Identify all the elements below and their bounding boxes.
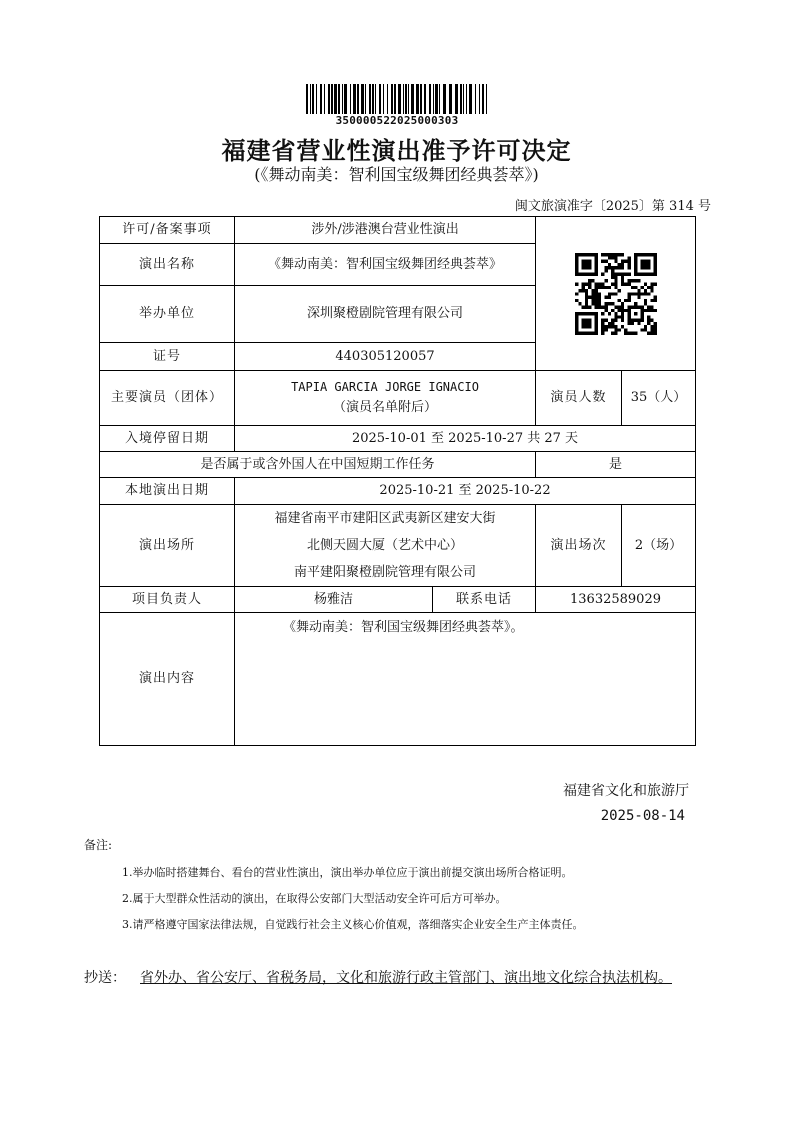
entry-date-label: 入境停留日期 (100, 426, 235, 452)
venue-value (235, 505, 536, 587)
venue-label: 演出场所 (100, 505, 235, 587)
performer-count-value: 35（人） (622, 371, 696, 426)
sessions-value: 2（场） (622, 505, 696, 587)
local-date-label: 本地演出日期 (100, 478, 235, 505)
permit-table (99, 216, 696, 746)
performer-note: （演员名单附后） (333, 400, 438, 416)
foreign-worker-label: 是否属于或含外国人在中国短期工作任务 (100, 452, 536, 478)
copy-label: 抄送： (84, 970, 126, 986)
qr-code-cell (536, 217, 696, 371)
cert-label: 证号 (100, 343, 235, 371)
issue-date: 2025-08-14 (600, 808, 685, 824)
content-value (235, 613, 696, 746)
venue-line-1: 福建省南平市建阳区武夷新区建安大街 (274, 511, 496, 526)
barcode-number: 350000522025000303 (335, 114, 459, 127)
performer-name: TAPIA GARCIA JORGE IGNACIO (291, 380, 479, 395)
page-title: 福建省营业性演出准予许可决定 (221, 137, 572, 165)
sessions-label: 演出场次 (536, 505, 622, 587)
item-label: 许可/备案事项 (100, 217, 235, 244)
copy-to (84, 966, 714, 990)
cert-value: 440305120057 (235, 343, 536, 371)
organizer-label: 举办单位 (100, 286, 235, 343)
note-1: 1.举办临时搭建舞台、看台的营业性演出，演出举办单位应于演出前提交演出场所合格证明。 (122, 866, 573, 879)
show-name-value: 《舞动南美：智利国宝级舞团经典荟萃》 (235, 244, 536, 286)
performer-value (235, 371, 536, 426)
qr-code-icon (575, 253, 657, 335)
performer-count-label: 演员人数 (536, 371, 622, 426)
note-3: 3.请严格遵守国家法律法规，自觉践行社会主义核心价值观，落细落实企业安全生产主体责任。 (122, 918, 584, 931)
performer-label: 主要演员（团体） (100, 371, 235, 426)
document-number: 闽文旅演准字〔2025〕第 314 号 (514, 199, 711, 214)
phone-label: 联系电话 (433, 587, 536, 613)
note-2: 2.属于大型群众性活动的演出，在取得公安部门大型活动安全许可后方可举办。 (122, 892, 507, 905)
local-date-value: 2025-10-21 至 2025-10-22 (235, 478, 696, 505)
notes-title: 备注: (84, 838, 113, 852)
venue-line-3: 南平建阳聚橙剧院管理有限公司 (294, 565, 477, 580)
show-name-label: 演出名称 (100, 244, 235, 286)
foreign-worker-value: 是 (536, 452, 696, 478)
content-label: 演出内容 (100, 613, 235, 746)
content-text: 《舞动南美：智利国宝级舞团经典荟萃》。 (283, 620, 524, 635)
venue-line-2: 北侧天圆大厦（艺术中心） (307, 538, 464, 553)
issuer: 福建省文化和旅游厅 (563, 783, 689, 799)
item-value: 涉外/涉港澳台营业性演出 (235, 217, 536, 244)
phone-value: 13632589029 (536, 587, 696, 613)
manager-label: 项目负责人 (100, 587, 235, 613)
barcode (306, 84, 489, 114)
copy-recipients: 省外办、省公安厅、省税务局，文化和旅游行政主管部门、演出地文化综合执法机构。 (140, 970, 672, 986)
organizer-value: 深圳聚橙剧院管理有限公司 (235, 286, 536, 343)
entry-date-value: 2025-10-01 至 2025-10-27 共 27 天 (235, 426, 696, 452)
page-subtitle: (《舞动南美：智利国宝级舞团经典荟萃》) (254, 165, 539, 184)
manager-value: 杨雅洁 (235, 587, 433, 613)
